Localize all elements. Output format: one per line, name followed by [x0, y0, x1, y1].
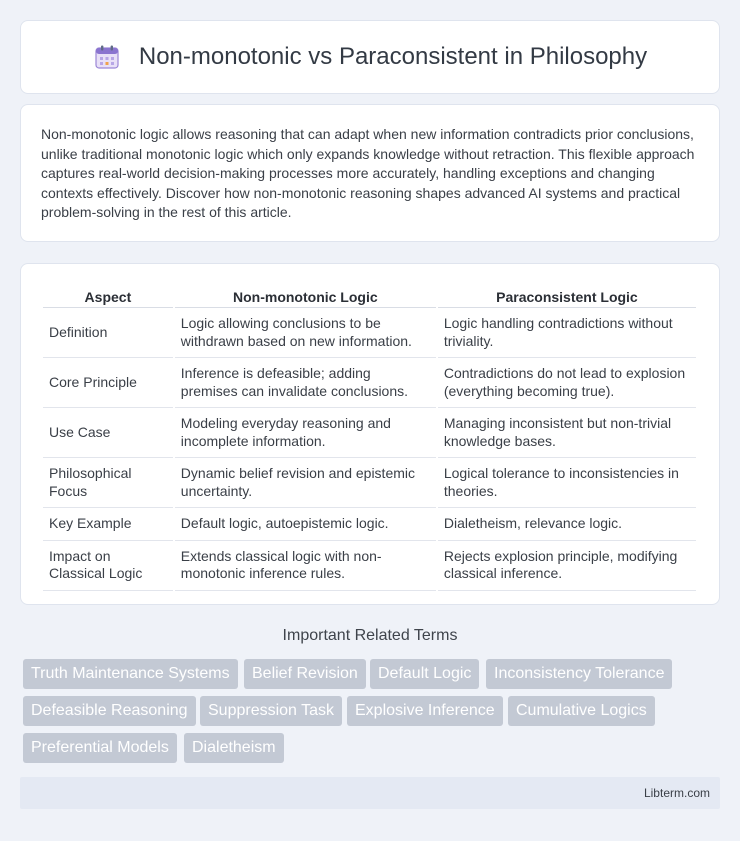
header-card: [20, 20, 720, 94]
page-title: Non-monotonic vs Paraconsistent in Philosophy: [138, 43, 648, 70]
table-row: [43, 358, 696, 408]
calendar-icon: [93, 43, 121, 71]
row-paraconsistent: Contradictions do not lead to explosion (everything becoming true).: [438, 358, 696, 408]
tag-cumulative-logics[interactable]: Cumulative Logics: [508, 696, 655, 726]
row-aspect: Use Case: [43, 408, 173, 458]
row-aspect: Impact on Classical Logic: [43, 541, 173, 591]
row-non-monotonic: Default logic, autoepistemic logic.: [175, 508, 436, 541]
table-row: [43, 408, 696, 458]
tag-suppression-task[interactable]: Suppression Task: [200, 696, 342, 726]
tag-inconsistency-tolerance[interactable]: Inconsistency Tolerance: [486, 659, 672, 689]
row-non-monotonic: Modeling everyday reasoning and incomplete information.: [175, 408, 436, 458]
row-aspect: Definition: [43, 308, 173, 358]
column-header-non-monotonic: Non-monotonic Logic: [175, 284, 436, 308]
row-aspect: Philosophical Focus: [43, 458, 173, 508]
row-non-monotonic: Logic allowing conclusions to be withdrawn based on new information.: [175, 308, 436, 358]
intro-card: [20, 104, 720, 242]
footer-site-link[interactable]: Libterm.com: [643, 786, 710, 800]
tag-dialetheism[interactable]: Dialetheism: [184, 733, 284, 763]
row-non-monotonic: Inference is defeasible; adding premises can invalidate conclusions.: [175, 358, 436, 408]
column-header-paraconsistent: Paraconsistent Logic: [438, 284, 696, 308]
row-paraconsistent: Managing inconsistent but non-trivial knowledge bases.: [438, 408, 696, 458]
comparison-card: [20, 263, 720, 605]
tag-defeasible-reasoning[interactable]: Defeasible Reasoning: [23, 696, 196, 726]
tag-default-logic[interactable]: Default Logic: [370, 659, 479, 689]
table-row: [43, 541, 696, 591]
tag-belief-revision[interactable]: Belief Revision: [244, 659, 366, 689]
row-non-monotonic: Extends classical logic with non-monotonic inference rules.: [175, 541, 436, 591]
column-header-aspect: Aspect: [43, 284, 173, 308]
table-row: [43, 458, 696, 508]
row-paraconsistent: Rejects explosion principle, modifying classical inference.: [438, 541, 696, 591]
row-paraconsistent: Logic handling contradictions without triviality.: [438, 308, 696, 358]
tag-truth-maintenance-systems[interactable]: Truth Maintenance Systems: [23, 659, 238, 689]
footer: [20, 777, 720, 809]
tag-preferential-models[interactable]: Preferential Models: [23, 733, 177, 763]
row-paraconsistent: Logical tolerance to inconsistencies in theories.: [438, 458, 696, 508]
related-terms-title: Important Related Terms: [282, 627, 458, 644]
row-aspect: Core Principle: [43, 358, 173, 408]
row-paraconsistent: Dialetheism, relevance logic.: [438, 508, 696, 541]
header: [93, 43, 647, 71]
table-row: [43, 508, 696, 541]
intro-text: Non-monotonic logic allows reasoning that can adapt when new information contradicts prior conclusions, unlike traditional monotonic logic which only expands knowledge without retraction. This flexible approach captures real-world decision-making processes more accurately, handling exceptions and changing contexts effectively. Discover how non-monotonic reasoning shapes advanced AI systems and practical problem-solving in the rest of this article.: [41, 126, 695, 221]
table-row: [43, 308, 696, 358]
comparison-table: [41, 284, 698, 591]
table-header-row: [43, 284, 696, 308]
tag-explosive-inference[interactable]: Explosive Inference: [347, 696, 503, 726]
row-aspect: Key Example: [43, 508, 173, 541]
row-non-monotonic: Dynamic belief revision and epistemic uncertainty.: [175, 458, 436, 508]
